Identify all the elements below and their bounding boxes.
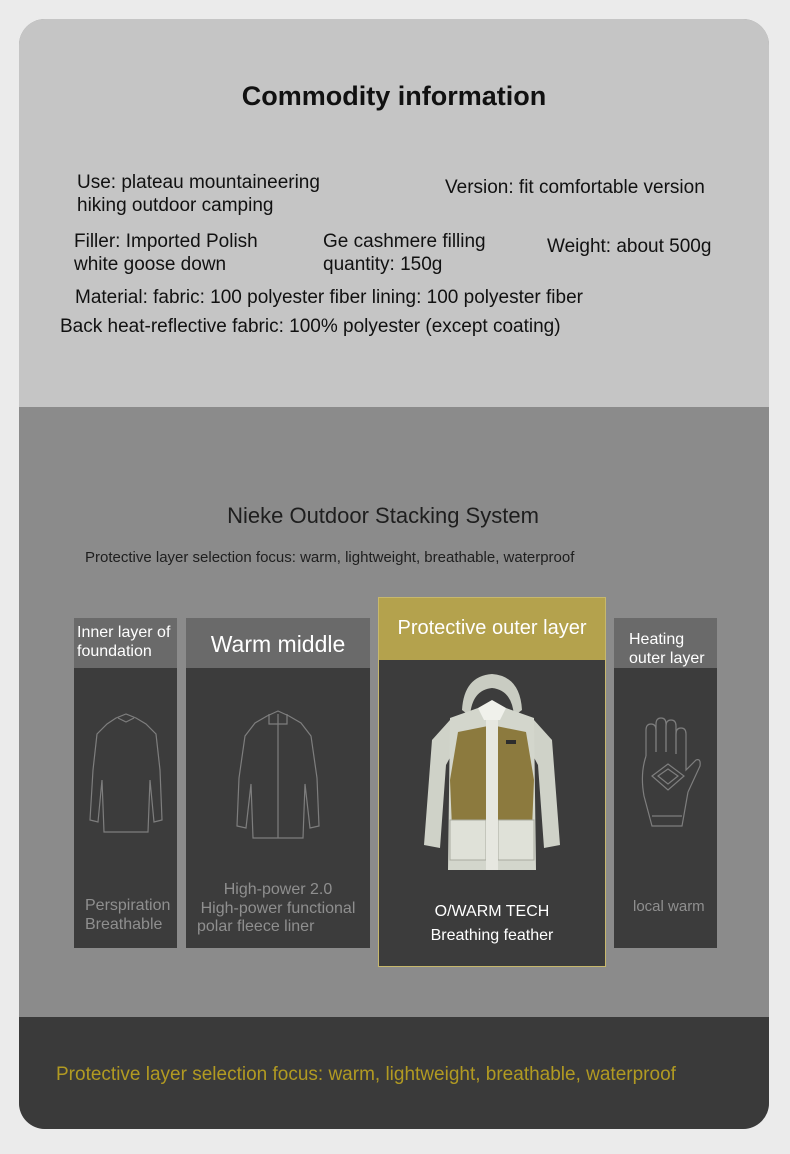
filler-line2: white goose down [74,254,227,275]
heated-glove-icon [632,716,702,836]
version-text: Version: fit comfortable version [445,177,705,198]
layer-card-middle[interactable] [186,618,370,948]
back-fabric-text: Back heat-reflective fabric: 100% polyester (except coating) [60,316,561,337]
layer-head-line2: outer layer [629,650,705,667]
layer-caption-line3: polar fleece liner [197,918,315,935]
layer-caption-line1: Perspiration [85,897,171,914]
layer-head-line1: Heating [629,631,685,648]
layer-card-header [74,618,177,668]
hooded-jacket-image [422,670,562,880]
layer-card-header: Warm middle [186,618,370,668]
weight-text: Weight: about 500g [547,236,712,257]
layer-head-line1: Inner layer of [77,624,171,641]
fleece-jacket-icon [231,708,326,848]
stacking-title: Nieke Outdoor Stacking System [227,503,539,528]
footer-text: Protective layer selection focus: warm, lightweight, breathable, waterproof [56,1064,676,1085]
layer-caption-line1: O/WARM TECH [434,903,550,920]
layer-caption-line1: High-power 2.0 [223,881,333,898]
cashmere-line2: quantity: 150g [323,254,443,275]
use-line2: hiking outdoor camping [77,195,274,216]
footer-section [19,1017,769,1129]
layer-caption-line2: High-power functional [200,900,356,917]
material-text: Material: fabric: 100 polyester fiber lining: 100 polyester fiber [75,287,583,308]
layer-card-header: Protective outer layer [379,598,605,660]
layer-card-header [614,618,717,668]
cashmere-line1: Ge cashmere filling [323,231,486,252]
filler-line1: Filler: Imported Polish [74,231,258,252]
product-card [19,19,769,1129]
layer-caption-line2: Breathing feather [430,927,554,944]
layer-head-line2: foundation [77,643,152,660]
commodity-info-section [19,19,769,407]
layer-card-outer[interactable] [378,597,606,967]
stacking-subtitle: Protective layer selection focus: warm, lightweight, breathable, waterproof [85,549,575,566]
layer-card-heating[interactable] [614,618,717,948]
layer-caption-line2: Breathable [85,916,163,933]
base-layer-shirt-icon [84,710,169,840]
layer-card-inner[interactable] [74,618,177,948]
use-line1: Use: plateau mountaineering [77,172,320,193]
layer-caption-line1: local warm [633,898,705,915]
stacking-system-section [19,407,769,1017]
commodity-info-title: Commodity information [241,81,547,111]
